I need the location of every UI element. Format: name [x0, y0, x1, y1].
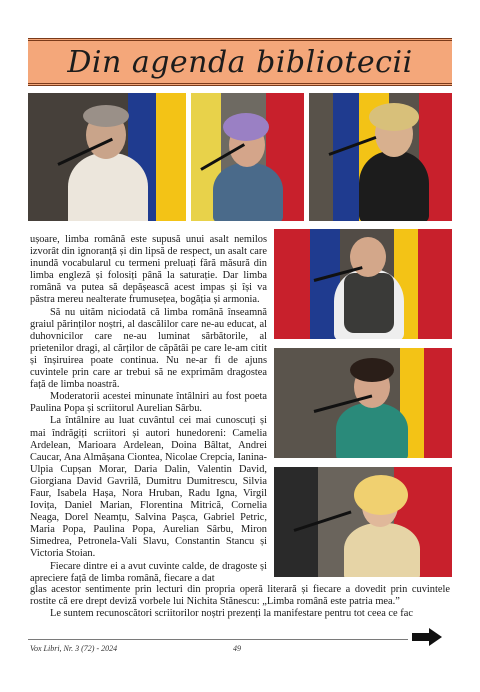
paragraph: ușoare, limba română este supusă unui asalt nemilos izvorât din ignoranță și din lipsă de respect, un asalt care inundă vocabularul cu termeni preluați fără măsură din limba engleză și folosiți până la saturație. Dar limba română va putea să depășească acest impas și își va păstra mereu nealterate frumusețea, bogăția și armonia. — [30, 234, 267, 306]
photo-speaker-6 — [274, 467, 452, 577]
section-title: Din agenda bibliotecii — [67, 44, 413, 80]
paragraph: Fiecare dintre ei a avut cuvinte calde, de dragoste și apreciere față de limba română, fiecare a dat — [30, 560, 267, 584]
photo-speaker-3 — [309, 93, 452, 221]
photo-speaker-4 — [274, 229, 452, 339]
photo-speaker-5 — [274, 348, 452, 458]
paragraph: glas acestor sentimente prin lecturi din propria operă literară și fiecare a dovedit prin cuvintele rostite că ere drept deviză vorbele lui Nichita Stănescu: „Limba română este patria mea.” — [30, 584, 450, 608]
paragraph: Le suntem recunoscători scriitorilor noștri prezenți la manifestare pentru tot ceea ce fac — [50, 608, 413, 620]
article-full-width-text — [30, 584, 450, 620]
page-number: 49 — [233, 644, 241, 653]
photo-speaker-2 — [191, 93, 304, 221]
paragraph: Să nu uităm niciodată că limba română înseamnă graiul părinților noștri, al dascălilor care ne-au educat, al duhovnicilor care ne-au luminat sărbătorile, al prietenilor dragi, al cărților de căpătâi pe care le-am citit și înșiruirea poate continua. Nu ne-ar fi de ajuns cuvintele prin care ar trebui să ne exprimăm dragostea față de limba noastră. — [30, 306, 267, 391]
paragraph: Moderatorii acestei minunate întâlniri au fost poeta Paulina Popa și scriitorul Aurelian Sârbu. — [30, 391, 267, 415]
photo-speaker-1 — [28, 93, 186, 221]
paragraph: La întâlnire au luat cuvântul cei mai cunoscuți și mai îndrăgiți scriitori și autori hunedoreni: Camelia Ardelean, Marioara Ardelean, Doina Bâltat, Andrei Caucar, Ana Almășana Ciontea, Nicolae Crepcia, Ianina-Ulpia Cupșan Morar, Daria Dalin, Valentin David, Giorgiana David Gavrilă, Dumitru Dumitrescu, Silvia Faur, Isabela Hașa, Nora Hruban, Radu Igna, Virgil Iovița, Daniel Marian, Florentina Mitrică, Cornelia Neaga, Dorel Neamțu, Salvina Pașca, Gabriel Petric, Maria Popa, Paulina Popa, Aurelian Sârbu, Miron Simedrea, Petronela-Vali Slavu, Constantin Stancu și Victoria Stoian. — [30, 415, 267, 560]
section-header — [28, 38, 452, 86]
journal-name: Vox Libri, Nr. 3 (72) - 2024 — [30, 644, 118, 653]
arrow-right-icon[interactable] — [412, 628, 442, 646]
article-column-text — [30, 234, 267, 585]
footer-divider — [28, 639, 408, 640]
